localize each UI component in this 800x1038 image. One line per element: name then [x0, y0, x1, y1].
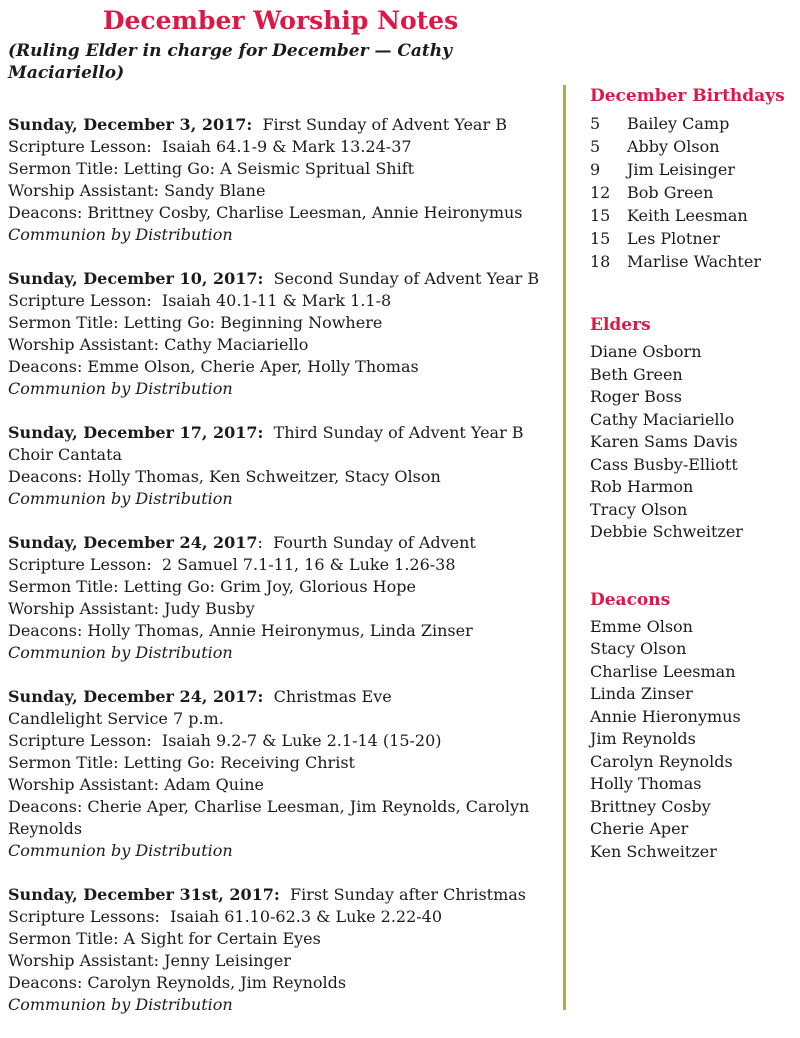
elder-name: Debbie Schweitzer: [590, 522, 743, 541]
entry-occasion: First Sunday of Advent Year B: [252, 115, 507, 134]
entry-line-deacons: Deacons: Emme Olson, Cherie Aper, Holly Thomas: [8, 357, 419, 376]
deacons-heading: Deacons: [590, 589, 671, 610]
entry-heading: [8, 422, 553, 444]
birthday-day: 15: [590, 206, 611, 225]
entry-line-scripture: Scripture Lesson: 2 Samuel 7.1-11, 16 & Luke 1.26-38: [8, 555, 456, 574]
deacon-name: Jim Reynolds: [590, 729, 696, 748]
page-title: December Worship Notes: [102, 6, 459, 35]
birthday-name: Abby Olson: [627, 137, 720, 156]
deacon-name: Emme Olson: [590, 616, 693, 636]
birthday-row: [590, 227, 800, 250]
elder-name: Diane Osborn: [590, 342, 702, 361]
birthday-name: Les Plotner: [627, 229, 720, 248]
communion-note: Communion by Distribution: [8, 643, 233, 662]
elders-section: [590, 314, 800, 544]
elder-name: Tracy Olson: [590, 499, 688, 519]
entry-date: Sunday, December 3, 2017:: [8, 115, 253, 134]
elder-name: Rob Harmon: [590, 477, 694, 496]
birthday-row: [590, 112, 800, 135]
entry-line-assistant: Worship Assistant: Jenny Leisinger: [8, 951, 291, 970]
communion-note: Communion by Distribution: [8, 379, 233, 398]
birthdays-section: [590, 85, 800, 273]
entry-line-sermon: Sermon Title: Letting Go: Grim Joy, Glorious Hope: [8, 577, 416, 596]
sidebar: [566, 85, 800, 1038]
entry-date: Sunday, December 10, 2017:: [8, 269, 264, 288]
entry-line-cantata: Choir Cantata: [8, 445, 123, 464]
entry-line-deacons: Deacons: Holly Thomas, Annie Heironymus, Linda Zinser: [8, 621, 473, 640]
worship-entry-dec-3: [8, 114, 553, 246]
deacon-name: Carolyn Reynolds: [590, 751, 733, 771]
entry-occasion: Christmas Eve: [263, 687, 392, 706]
entry-line-sermon: Sermon Title: Letting Go: A Seismic Spritual Shift: [8, 159, 415, 178]
deacon-name: Holly Thomas: [590, 774, 702, 793]
entry-date: Sunday, December 24, 2017:: [8, 687, 264, 706]
worship-entry-dec-24-christmas-eve: [8, 686, 553, 862]
deacon-name: Ken Schweitzer: [590, 841, 717, 861]
entry-line-deacons: Deacons: Cherie Aper, Charlise Leesman, Jim Reynolds, Carolyn Reynolds: [8, 797, 535, 838]
birthday-row: [590, 250, 800, 273]
entry-line-scripture: Scripture Lessons: Isaiah 61.10-62.3 & Luke 2.22-40: [8, 907, 443, 926]
worship-entry-dec-24-advent: [8, 532, 553, 664]
deacon-name: Cherie Aper: [590, 819, 689, 838]
worship-entry-dec-10: [8, 268, 553, 400]
deacon-name: Stacy Olson: [590, 639, 687, 658]
elder-name: Roger Boss: [590, 387, 682, 406]
entry-line-candlelight: Candlelight Service 7 p.m.: [8, 709, 224, 728]
deacon-name: Annie Hieronymus: [590, 706, 741, 726]
entry-heading: [8, 884, 553, 906]
entry-line-deacons: Deacons: Brittney Cosby, Charlise Leesman, Annie Heironymus: [8, 203, 523, 222]
entry-heading: [8, 686, 553, 708]
birthday-day: 18: [590, 252, 611, 271]
entry-line-scripture: Scripture Lesson: Isaiah 40.1-11 & Mark 1.1-8: [8, 291, 392, 310]
entry-date: Sunday, December 24, 2017: [8, 533, 258, 552]
entry-line-assistant: Worship Assistant: Adam Quine: [8, 775, 264, 794]
communion-note: Communion by Distribution: [8, 841, 233, 860]
entry-line-assistant: Worship Assistant: Cathy Maciariello: [8, 335, 309, 354]
entry-heading: [8, 268, 553, 290]
elder-name: Beth Green: [590, 364, 683, 384]
entry-date: Sunday, December 31st, 2017:: [8, 885, 280, 904]
entry-line-sermon: Sermon Title: A Sight for Certain Eyes: [8, 929, 321, 948]
birthday-row: [590, 135, 800, 158]
entry-line-scripture: Scripture Lesson: Isaiah 64.1-9 & Mark 13.24-37: [8, 137, 412, 156]
birthday-row: [590, 204, 800, 227]
entry-occasion: Second Sunday of Advent Year B: [263, 269, 540, 288]
birthday-name: Bailey Camp: [627, 114, 730, 133]
birthday-day: 12: [590, 183, 611, 202]
entry-occasion: : Fourth Sunday of Advent: [257, 533, 476, 552]
birthday-name: Jim Leisinger: [627, 160, 735, 179]
entry-heading: [8, 532, 553, 554]
birthdays-heading: December Birthdays: [590, 86, 785, 106]
entry-occasion: First Sunday after Christmas: [279, 885, 527, 904]
birthday-day: 9: [590, 160, 601, 179]
elder-name: Karen Sams Davis: [590, 432, 738, 451]
birthday-name: Bob Green: [627, 183, 714, 202]
birthday-row: [590, 158, 800, 181]
deacon-name: Brittney Cosby: [590, 796, 711, 816]
communion-note: Communion by Distribution: [8, 489, 233, 508]
communion-note: Communion by Distribution: [8, 995, 233, 1014]
elders-heading: Elders: [590, 315, 651, 335]
entry-heading: [8, 114, 553, 136]
entry-line-deacons: Deacons: Holly Thomas, Ken Schweitzer, Stacy Olson: [8, 467, 441, 486]
entry-date: Sunday, December 17, 2017:: [8, 423, 264, 442]
worship-entry-dec-17: [8, 422, 553, 510]
deacon-name: Linda Zinser: [590, 684, 693, 703]
birthday-name: Keith Leesman: [627, 206, 748, 225]
birthday-name: Marlise Wachter: [627, 252, 761, 271]
entry-line-assistant: Worship Assistant: Sandy Blane: [8, 181, 266, 200]
birthday-row: [590, 181, 800, 204]
deacons-section: [590, 589, 800, 864]
entry-line-scripture: Scripture Lesson: Isaiah 9.2-7 & Luke 2.1-14 (15-20): [8, 731, 442, 750]
entry-line-deacons: Deacons: Carolyn Reynolds, Jim Reynolds: [8, 973, 347, 992]
elder-name: Cass Busby-Elliott: [590, 454, 738, 474]
deacon-name: Charlise Leesman: [590, 661, 736, 681]
entry-line-assistant: Worship Assistant: Judy Busby: [8, 599, 255, 618]
worship-entry-dec-31: [8, 884, 553, 1016]
birthday-day: 15: [590, 229, 611, 248]
birthday-day: 5: [590, 114, 601, 133]
entry-line-sermon: Sermon Title: Letting Go: Receiving Christ: [8, 753, 355, 772]
entry-occasion: Third Sunday of Advent Year B: [263, 423, 524, 442]
communion-note: Communion by Distribution: [8, 225, 233, 244]
elder-name: Cathy Maciariello: [590, 409, 735, 429]
ruling-elder-subtitle: (Ruling Elder in charge for December — Cathy Maciariello): [8, 41, 458, 83]
entry-line-sermon: Sermon Title: Letting Go: Beginning Nowhere: [8, 313, 383, 332]
birthday-day: 5: [590, 137, 601, 156]
